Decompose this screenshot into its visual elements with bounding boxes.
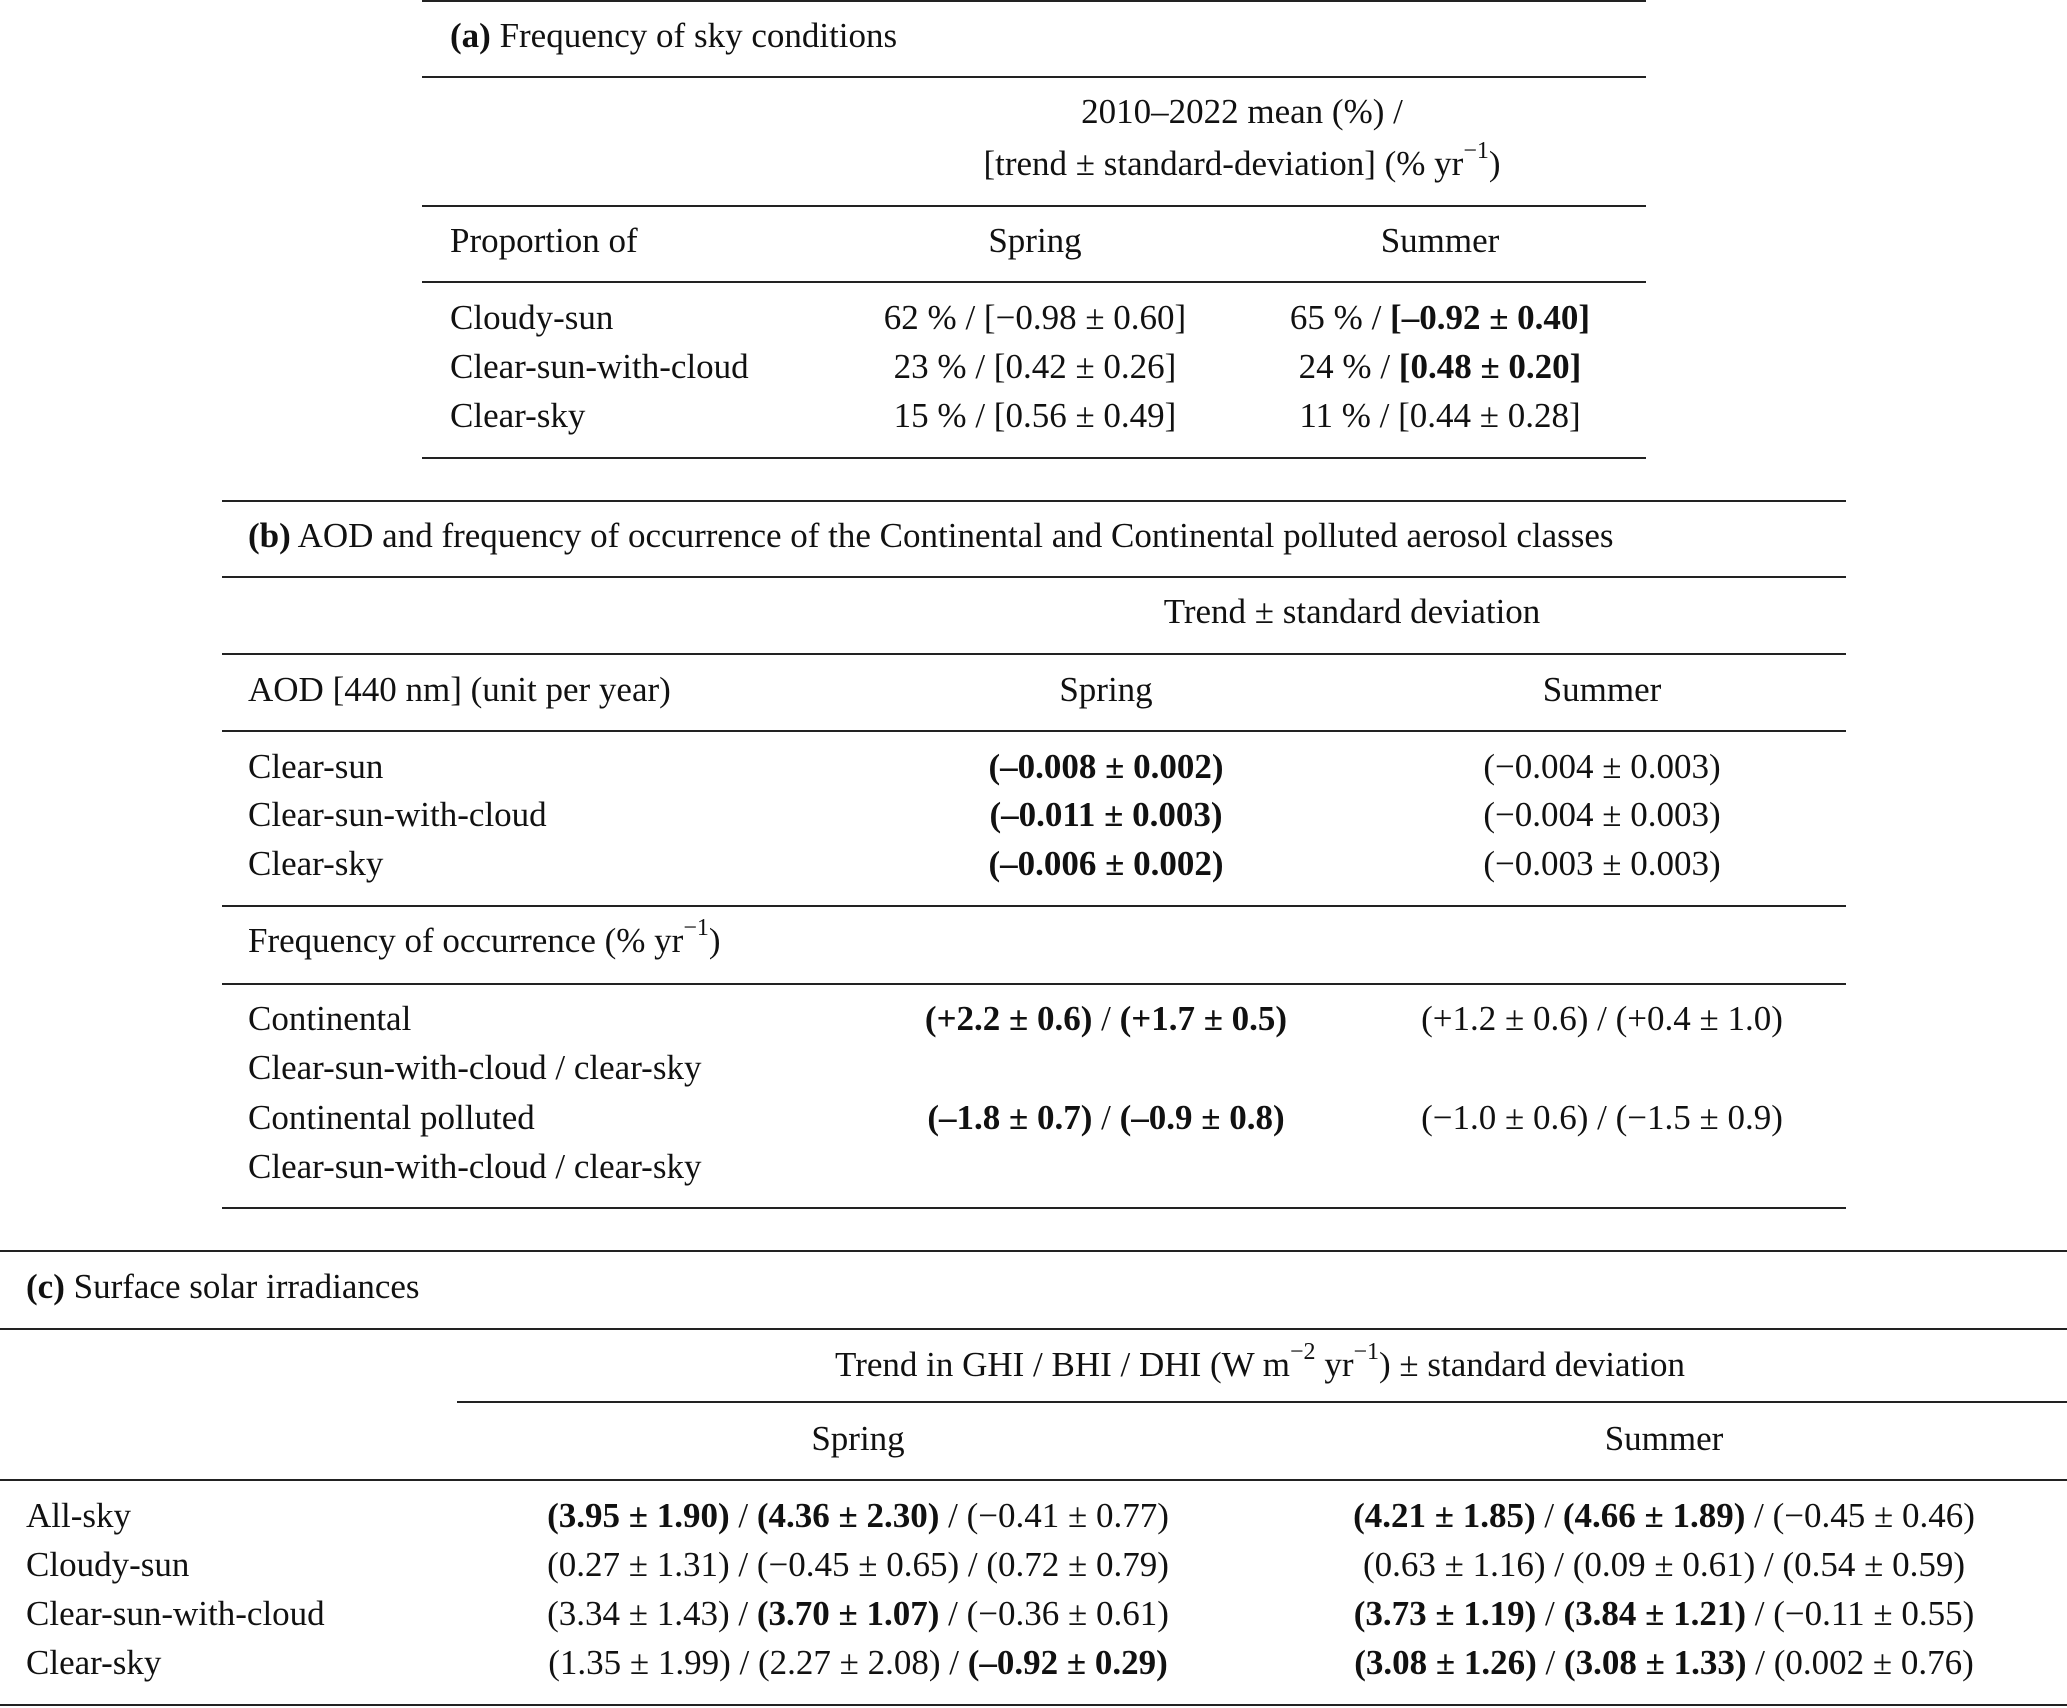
table-b-freq-row-sublabel: Clear-sun-with-cloud / clear-sky — [248, 1147, 702, 1186]
table-c-row-spring: (3.34 ± 1.43) / (3.70 ± 1.07) / (−0.36 ± 0.61) — [547, 1594, 1169, 1633]
table-c-col-summer: Summer — [1604, 1419, 1724, 1458]
table-c-row-summer: (4.21 ± 1.85) / (4.66 ± 1.89) / (−0.45 ± 0.46) — [1353, 1496, 1975, 1535]
table-a-title: (a) Frequency of sky conditions — [450, 16, 898, 55]
table-b-aod-summer: (−0.004 ± 0.003) — [1483, 795, 1721, 834]
table-c-row-summer: (3.73 ± 1.19) / (3.84 ± 1.21) / (−0.11 ± 0.55) — [1353, 1594, 1975, 1633]
table-c-title: (c) Surface solar irradiances — [26, 1267, 420, 1306]
table-b-aod-label: Clear-sun-with-cloud — [248, 795, 547, 834]
table-c — [0, 1250, 2067, 1708]
table-a-header-line2: [trend ± standard-deviation] (% $yr^{-1}$) — [983, 138, 1501, 183]
table-c-row-label: All-sky — [26, 1496, 131, 1535]
table-b-aod-spring: (–0.006 ± 0.002) — [988, 844, 1224, 883]
table-c-row-spring: (3.95 ± 1.90) / (4.36 ± 2.30) / (−0.41 ± 0.77) — [547, 1496, 1169, 1535]
table-b-freq-row-label: Continental — [248, 999, 412, 1038]
table-b — [222, 500, 1846, 1212]
table-b-freq-row-sublabel: Clear-sun-with-cloud / clear-sky — [248, 1048, 702, 1087]
table-b-col-spring: Spring — [1059, 670, 1153, 709]
table-a-col-spring: Spring — [988, 221, 1082, 260]
table-b-freq-summer: (+1.2 ± 0.6) / (+0.4 ± 1.0) — [1421, 999, 1783, 1038]
table-c-row-summer: (0.63 ± 1.16) / (0.09 ± 0.61) / (0.54 ± 0.59) — [1362, 1545, 1966, 1584]
table-a-row-label: Clear-sky — [450, 396, 586, 435]
table-c-header: Trend in GHI / BHI / DHI (W $m^{-2}$ $yr^{-1}$) ± standard deviation — [835, 1339, 1685, 1384]
table-c-row-label: Cloudy-sun — [26, 1545, 190, 1584]
table-a-row-summer: 11 % / [0.44 ± 0.28] — [1299, 396, 1581, 435]
table-a-row-summer: 65 % / [–0.92 ± 0.40] — [1289, 298, 1591, 337]
table-c-row-label: Clear-sky — [26, 1643, 162, 1682]
table-b-col-label: AOD [440 nm] (unit per year) — [248, 670, 671, 709]
table-c-col-spring: Spring — [811, 1419, 905, 1458]
table-b-aod-summer: (−0.004 ± 0.003) — [1483, 747, 1721, 786]
table-a-row-summer: 24 % / [0.48 ± 0.20] — [1298, 347, 1582, 386]
table-c-row-label: Clear-sun-with-cloud — [26, 1594, 325, 1633]
table-b-aod-spring: (–0.008 ± 0.002) — [988, 747, 1224, 786]
table-c-row-spring: (0.27 ± 1.31) / (−0.45 ± 0.65) / (0.72 ± 0.79) — [547, 1545, 1169, 1584]
table-b-title: (b) AOD and frequency of occurrence of the Continental and Continental polluted aerosol classes — [248, 516, 1614, 555]
table-a-row-spring: 23 % / [0.42 ± 0.26] — [893, 347, 1177, 386]
table-a-row-label: Cloudy-sun — [450, 298, 614, 337]
table-a-row-spring: 15 % / [0.56 ± 0.49] — [893, 396, 1177, 435]
table-b-header: Trend ± standard deviation — [1163, 592, 1541, 631]
table-a-col-summer: Summer — [1380, 221, 1500, 260]
table-b-freq-row-label: Continental polluted — [248, 1098, 535, 1137]
table-c-row-spring: (1.35 ± 1.99) / (2.27 ± 2.08) / (–0.92 ± 0.29) — [548, 1643, 1168, 1682]
table-a-header-line1: 2010–2022 mean (%) / — [1081, 92, 1403, 131]
table-b-aod-label: Clear-sky — [248, 844, 384, 883]
table-b-aod-label: Clear-sun — [248, 747, 384, 786]
table-c-row-summer: (3.08 ± 1.26) / (3.08 ± 1.33) / (0.002 ± 0.76) — [1354, 1643, 1974, 1682]
table-b-aod-summer: (−0.003 ± 0.003) — [1483, 844, 1721, 883]
table-b-aod-spring: (–0.011 ± 0.003) — [989, 795, 1223, 834]
table-b-freq-summer: (−1.0 ± 0.6) / (−1.5 ± 0.9) — [1421, 1098, 1783, 1137]
table-a-row-spring: 62 % / [−0.98 ± 0.60] — [883, 298, 1187, 337]
table-a-col-label: Proportion of — [450, 221, 638, 260]
table-a — [422, 0, 1646, 460]
table-b-col-summer: Summer — [1542, 670, 1662, 709]
table-a-row-label: Clear-sun-with-cloud — [450, 347, 749, 386]
table-b-freq-spring: (+2.2 ± 0.6) / (+1.7 ± 0.5) — [924, 999, 1288, 1038]
table-b-freq-label: Frequency of occurrence (% $yr^{-1}$) — [248, 915, 721, 960]
table-b-freq-spring: (–1.8 ± 0.7) / (–0.9 ± 0.8) — [927, 1098, 1285, 1137]
